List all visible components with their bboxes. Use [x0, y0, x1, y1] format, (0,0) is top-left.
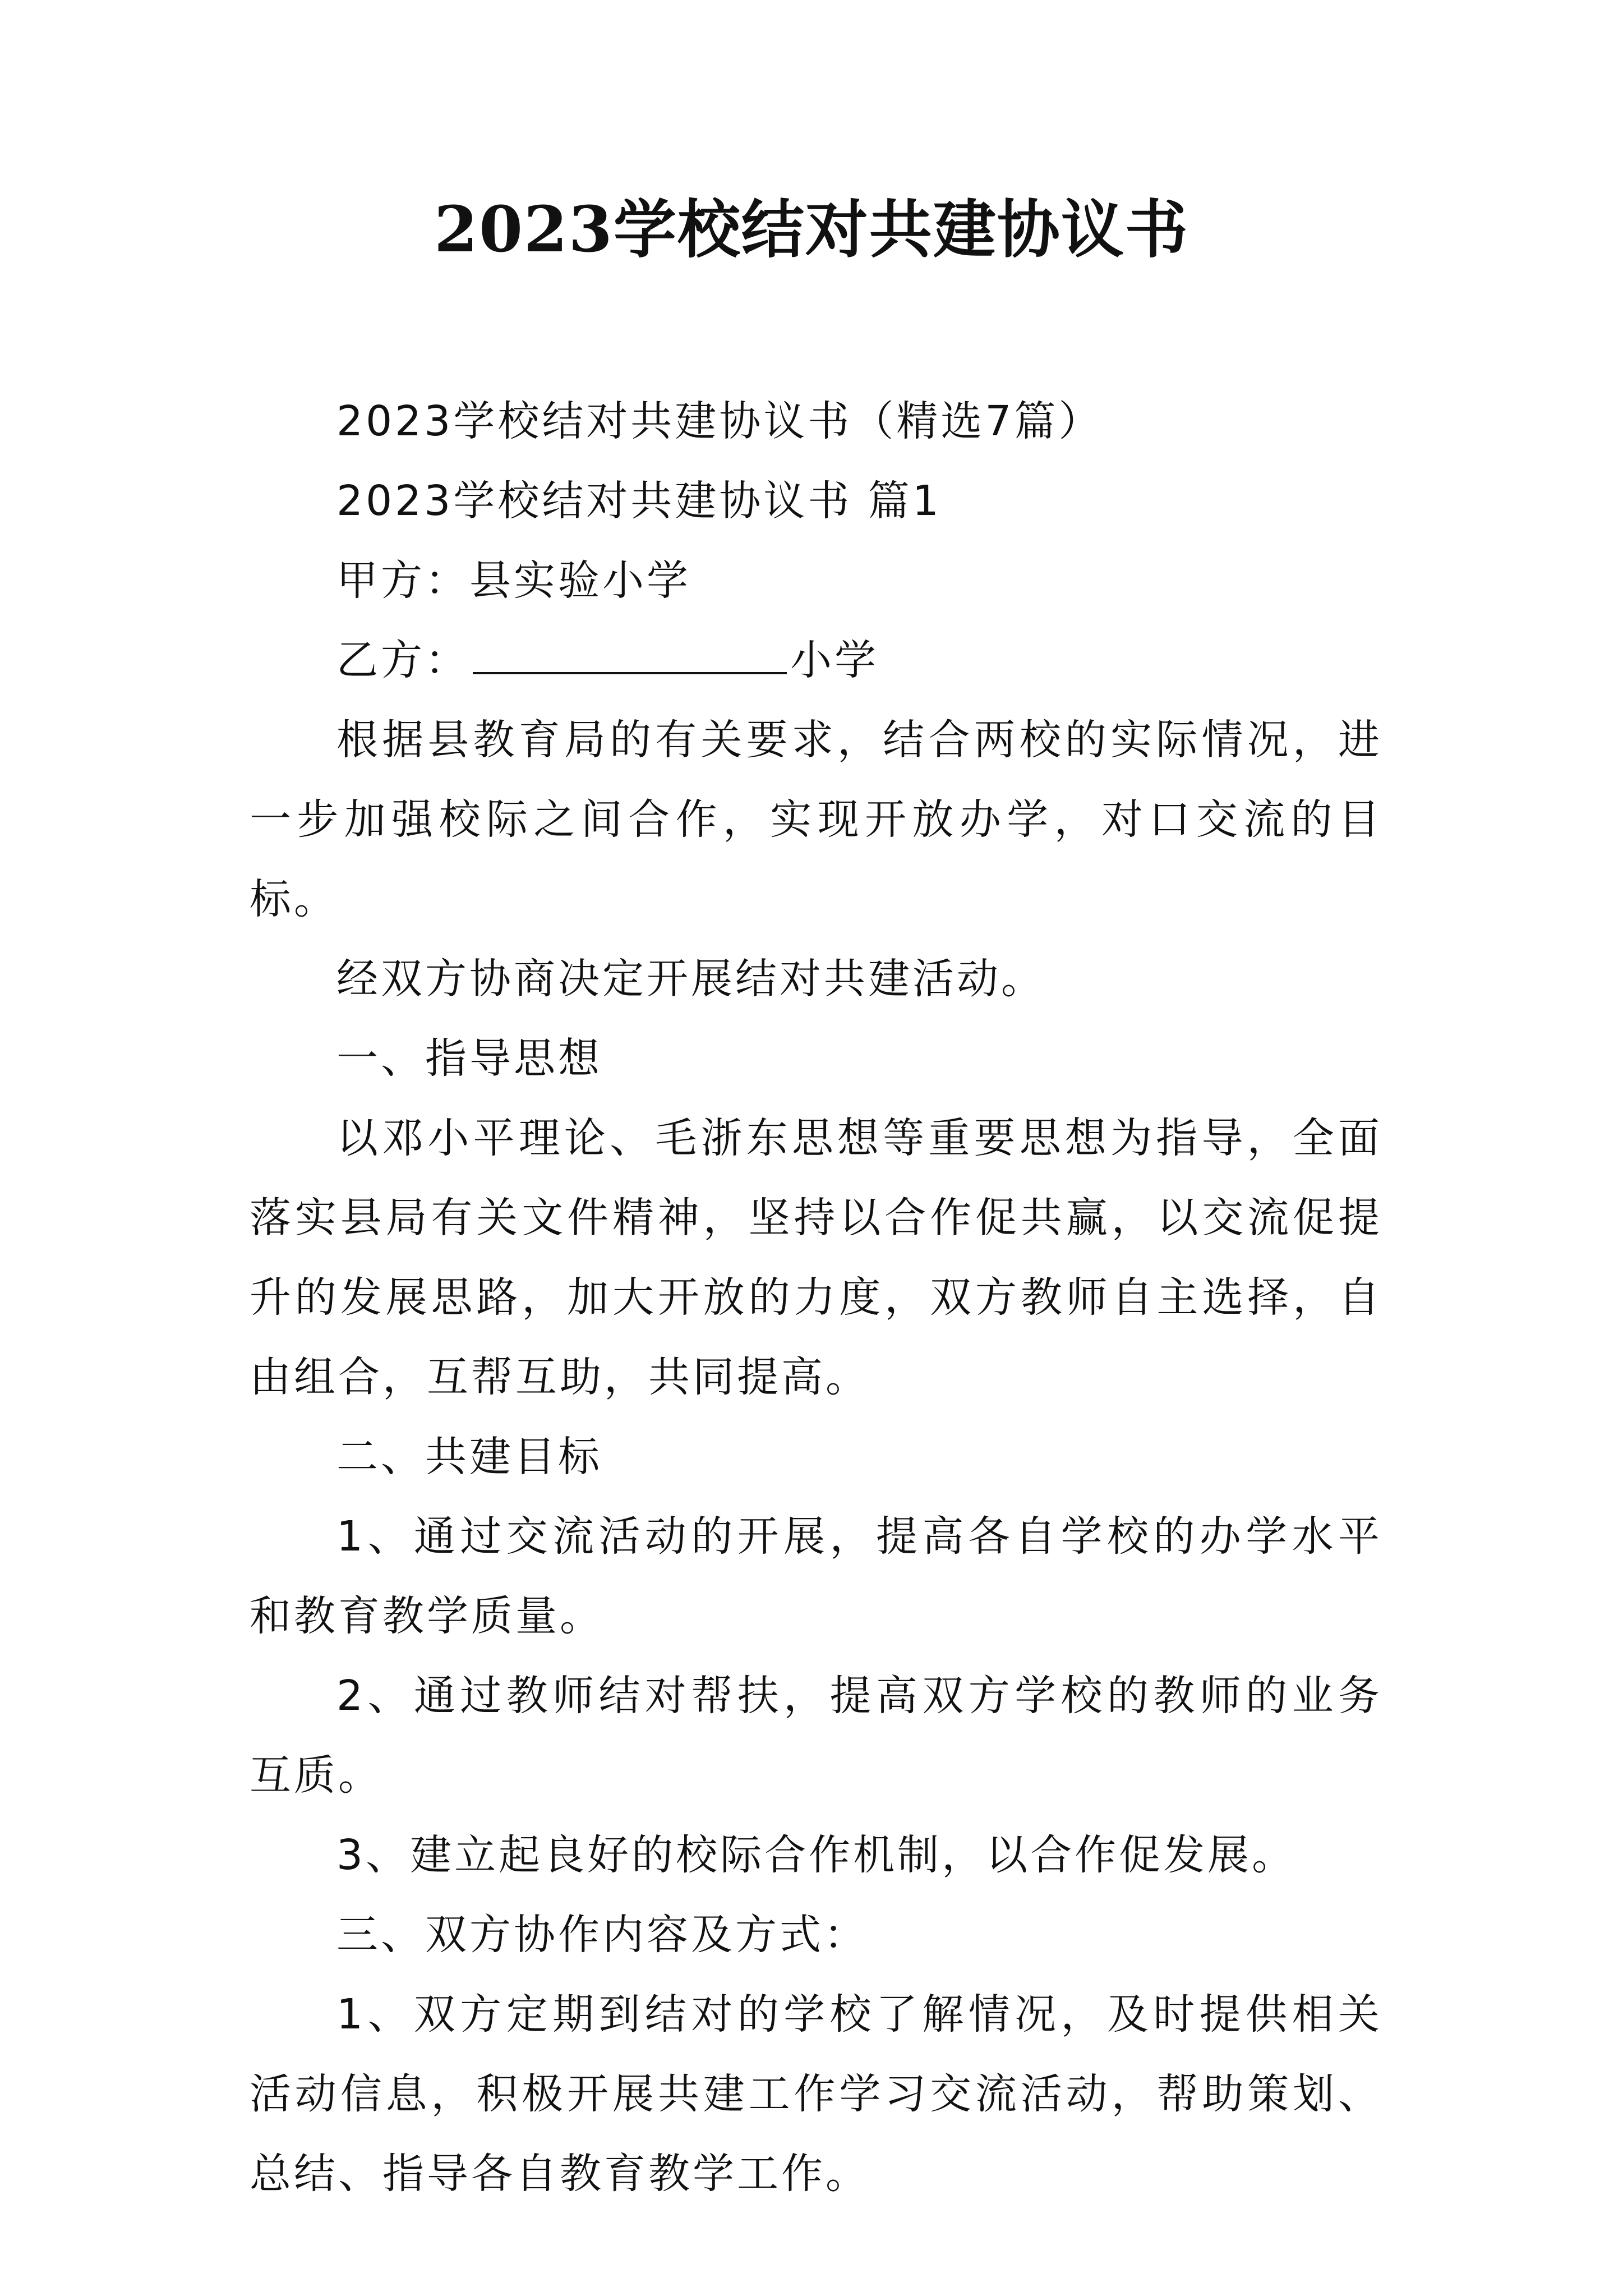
party-b-blank-line [473, 636, 787, 674]
subtitle: 2023学校结对共建协议书（精选7篇） [336, 397, 1103, 445]
guiding-paragraph: 以邓小平理论、毛浙东思想等重要思想为指导，全面落实县局有关文件精神，坚持以合作促共赢，以交流促提升的发展思路，加大开放的力度，双方教师自主选择，自由组合，互帮互助，共同提高。 [250, 1114, 1382, 1401]
goal-item-2: 2、通过教师结对帮扶，提高双方学校的教师的业务互质。 [250, 1672, 1382, 1800]
heading-cooperation: 三、双方协作内容及方式： [336, 1911, 868, 1959]
party-b-suffix: 小学 [790, 636, 879, 684]
decision-paragraph: 经双方协商决定开展结对共建活动。 [336, 955, 1045, 1003]
heading-goals: 二、共建目标 [336, 1433, 602, 1481]
party-a: 甲方：县实验小学 [336, 556, 691, 605]
party-b-prefix: 乙方： [336, 636, 469, 684]
party-b [250, 620, 1382, 700]
intro-paragraph: 根据县教育局的有关要求，结合两校的实际情况，进一步加强校际之间合作，实现开放办学，对口交流的目标。 [250, 716, 1382, 923]
goal-item-3: 3、建立起良好的校际合作机制，以合作促发展。 [336, 1831, 1297, 1879]
document-body [250, 381, 1382, 2214]
content-item-1: 1、双方定期到结对的学校了解情况，及时提供相关活动信息，积极开展共建工作学习交流活动，帮助策划、总结、指导各自教育教学工作。 [250, 1990, 1382, 2198]
document-title: 2023学校结对共建协议书 [434, 193, 1189, 266]
heading-guiding-ideology: 一、指导思想 [336, 1034, 602, 1083]
section-heading: 2023学校结对共建协议书 篇1 [336, 477, 942, 525]
goal-item-1: 1、通过交流活动的开展，提高各自学校的办学水平和教育教学质量。 [250, 1512, 1382, 1640]
